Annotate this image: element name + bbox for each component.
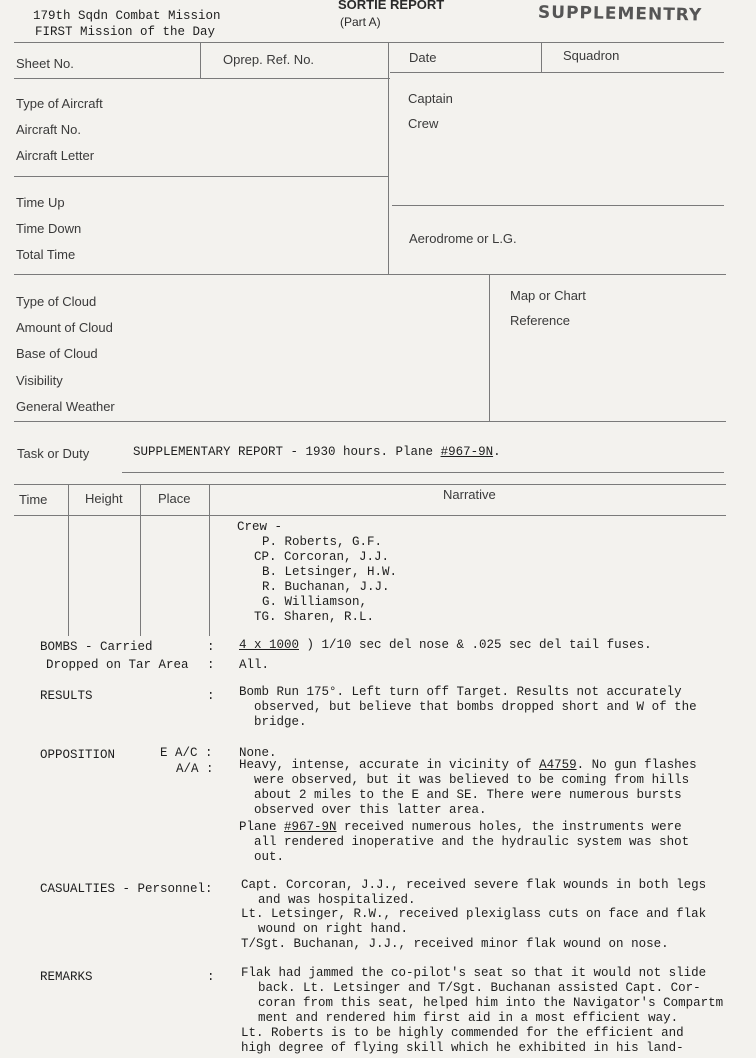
opposition-plane-line: [239, 820, 682, 835]
colon: :: [207, 640, 215, 654]
casualties-line: Capt. Corcoran, J.J., received severe flak wounds in both legs: [241, 878, 707, 892]
type-of-aircraft-label: Type of Aircraft: [16, 96, 103, 111]
map-or-chart-label: Map or Chart: [510, 288, 586, 303]
crew-member: B. Letsinger, H.W.: [262, 565, 398, 579]
crew-heading: Crew -: [237, 520, 283, 534]
rule: [541, 42, 542, 72]
remarks-line: Lt. Roberts is to be highly commended for the efficient and: [241, 1026, 684, 1040]
aircraft-letter-label: Aircraft Letter: [16, 148, 95, 163]
col-time-header: Time: [19, 492, 48, 507]
opposition-ea-value: None.: [239, 746, 277, 760]
reference-label: Reference: [510, 313, 570, 328]
type-of-cloud-label: Type of Cloud: [16, 294, 97, 309]
mission-line-2: FIRST Mission of the Day: [35, 25, 216, 39]
aircraft-no-label: Aircraft No.: [16, 122, 82, 137]
rule: [68, 484, 69, 636]
col-place-header: Place: [158, 491, 191, 506]
task-suffix: .: [493, 445, 501, 459]
remarks-line: Flak had jammed the co-pilot's seat so that it would not slide: [241, 966, 707, 980]
plane-text: Plane: [239, 820, 285, 834]
remarks-line: ment and rendered him first aid in a most efficient way.: [258, 1011, 679, 1025]
sheet-no-label: Sheet No.: [16, 56, 74, 71]
colon: :: [207, 689, 215, 703]
colon: :: [207, 658, 215, 672]
rule: [14, 421, 726, 422]
remarks-line: back. Lt. Letsinger and T/Sgt. Buchanan assisted Capt. Cor-: [258, 981, 701, 995]
opposition-ea-label: E A/C :: [160, 746, 213, 760]
bombs-load: [239, 638, 652, 653]
opposition-aa-line: were observed, but it was believed to be coming from hills: [254, 773, 690, 787]
crew-member: TG. Sharen, R.L.: [254, 610, 375, 624]
casualties-line: T/Sgt. Buchanan, J.J., received minor flak wound on nose.: [241, 937, 669, 951]
crew-member: CP. Corcoran, J.J.: [254, 550, 390, 564]
casualties-line: wound on right hand.: [258, 922, 409, 936]
rule: [14, 515, 726, 516]
plane-ref: #967-9N: [284, 820, 337, 834]
opposition-heading: OPPOSITION: [40, 748, 116, 762]
captain-label: Captain: [408, 91, 453, 106]
date-label: Date: [409, 50, 437, 65]
opposition-aa-label: A/A :: [176, 762, 214, 776]
plane-text: received numerous holes, the instruments were: [336, 820, 682, 834]
rule: [392, 205, 724, 206]
crew-member: R. Buchanan, J.J.: [262, 580, 390, 594]
crew-member: G. Williamson,: [262, 595, 368, 609]
mission-line-1: 179th Sqdn Combat Mission: [33, 9, 221, 23]
bombs-dropped-heading: Dropped on Tar Area: [46, 658, 189, 672]
task-or-duty-value: [133, 445, 501, 460]
remarks-heading: REMARKS: [40, 970, 93, 984]
rule: [390, 72, 724, 73]
rule: [14, 484, 726, 485]
aa-text: . No gun flashes: [576, 758, 697, 772]
casualties-line: and was hospitalized.: [258, 893, 416, 907]
results-line: bridge.: [254, 715, 307, 729]
colon: :: [207, 970, 215, 984]
opposition-aa-line: observed over this latter area.: [254, 803, 487, 817]
rule: [14, 274, 726, 275]
rule: [388, 42, 389, 274]
casualties-line: Lt. Letsinger, R.W., received plexiglass cuts on face and flak: [241, 907, 707, 921]
aa-text: Heavy, intense, accurate in vicinity of: [239, 758, 540, 772]
results-heading: RESULTS: [40, 689, 93, 703]
rule: [14, 42, 724, 43]
rule: [122, 472, 724, 473]
aerodrome-label: Aerodrome or L.G.: [409, 231, 517, 246]
casualties-heading: CASUALTIES - Personnel:: [40, 882, 213, 896]
remarks-line: coran from this seat, helped him into the Navigator's Compartm: [258, 996, 724, 1010]
bombs-heading: BOMBS - Carried: [40, 640, 153, 654]
supplementary-stamp: SUPPLEMENTRY: [537, 2, 703, 26]
rule: [209, 484, 210, 636]
time-down-label: Time Down: [16, 221, 82, 236]
opposition-plane-line: all rendered inoperative and the hydraulic system was shot: [254, 835, 690, 849]
rule: [140, 484, 141, 636]
crew-member: P. Roberts, G.F.: [262, 535, 383, 549]
opposition-plane-line: out.: [254, 850, 285, 864]
base-of-cloud-label: Base of Cloud: [16, 346, 98, 361]
task-plane-ref: #967-9N: [440, 445, 494, 459]
form-title: SORTIE REPORT: [338, 0, 445, 12]
rule: [200, 42, 201, 78]
oprep-ref-label: Oprep. Ref. No.: [223, 52, 315, 67]
opposition-aa-line: [239, 758, 697, 773]
visibility-label: Visibility: [16, 373, 63, 388]
bombs-load-count: 4 x 1000: [239, 638, 300, 652]
results-line: observed, but believe that bombs dropped short and W of the: [254, 700, 697, 714]
aa-map-ref: A4759: [539, 758, 577, 772]
bombs-dropped-value: All.: [239, 658, 270, 672]
opposition-aa-line: about 2 miles to the E and SE. There were numerous bursts: [254, 788, 682, 802]
rule: [14, 78, 390, 79]
task-or-duty-label: Task or Duty: [17, 446, 90, 461]
time-up-label: Time Up: [16, 195, 65, 210]
crew-label: Crew: [408, 116, 439, 131]
results-line: Bomb Run 175°. Left turn off Target. Results not accurately: [239, 685, 682, 699]
general-weather-label: General Weather: [16, 399, 115, 414]
remarks-line: high degree of flying skill which he exhibited in his land-: [241, 1041, 684, 1055]
squadron-label: Squadron: [563, 48, 620, 63]
form-part: (Part A): [340, 15, 381, 29]
rule: [14, 176, 388, 177]
rule: [489, 274, 490, 422]
bombs-fuses: ) 1/10 sec del nose & .025 sec del tail fuses.: [299, 638, 652, 652]
task-text: SUPPLEMENTARY REPORT - 1930 hours. Plane: [133, 445, 441, 459]
col-narrative-header: Narrative: [443, 487, 496, 502]
amount-of-cloud-label: Amount of Cloud: [16, 320, 113, 335]
col-height-header: Height: [85, 491, 123, 506]
total-time-label: Total Time: [16, 247, 76, 262]
